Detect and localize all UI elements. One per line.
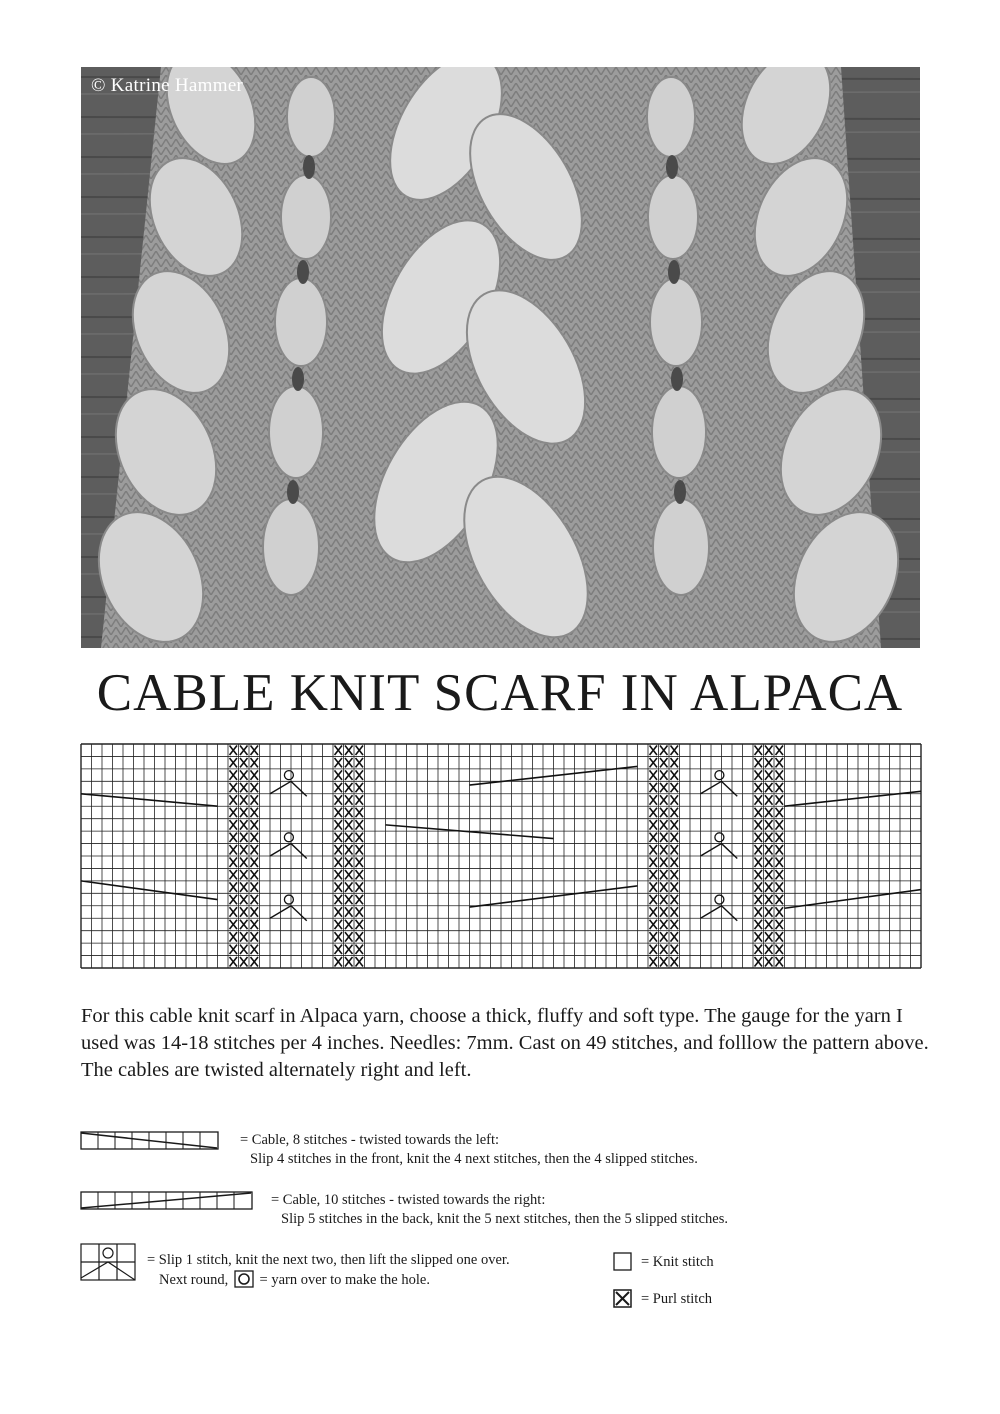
page-title: CABLE KNIT SCARF IN ALPACA [96, 664, 904, 722]
photo-credit: © Katrine Hammer [91, 75, 244, 96]
cable-8-line1: = Cable, 8 stitches - twisted towards the left: [240, 1132, 500, 1148]
purl-stitch-label: = Purl stitch [641, 1291, 713, 1307]
knitted-cable-photo [81, 67, 920, 648]
slip-stitch-line2 [147, 1270, 510, 1290]
slip-stitch-symbol [80, 1243, 136, 1281]
cable-10-line1: = Cable, 10 stitches - twisted towards the right: [271, 1192, 546, 1208]
cable-10-description [271, 1191, 728, 1229]
cable-line [81, 794, 218, 806]
yarn-over-mark [284, 895, 293, 904]
cable-8-line2: Slip 4 stitches in the front, knit the 4 next stitches, then the 4 slipped stitches. [250, 1151, 698, 1167]
cable-10-line2: Slip 5 stitches in the back, knit the 5 next stitches, then the 5 slipped stitches. [281, 1211, 729, 1227]
yarn-over-mark [715, 833, 724, 842]
yarn-over-icon [234, 1270, 254, 1288]
yarn-over-label: = yarn over to make the hole. [259, 1272, 430, 1288]
knit-stitch-label: = Knit stitch [641, 1254, 714, 1270]
intro-paragraph: For this cable knit scarf in Alpaca yarn, choose a thick, fluffy and soft type. The gauge for the yarn I used was 14-18 stitches per 4 inches. Needles: 7mm. Cast on 49 stitches, and folllow the pattern above. The cables are twisted alternately right and left. [81, 1005, 929, 1081]
cable-10-symbol [80, 1191, 255, 1211]
yarn-over-mark [715, 771, 724, 780]
purl-stitch-icon [613, 1289, 633, 1309]
yarn-over-mark [715, 895, 724, 904]
cable-8-symbol [80, 1131, 220, 1151]
slip-stitch-line1: = Slip 1 stitch, knit the next two, then lift the slipped one over. [147, 1252, 510, 1268]
yarn-over-mark [284, 771, 293, 780]
slip-stitch-next-round: Next round, [159, 1272, 229, 1288]
cable-8-description [240, 1131, 698, 1169]
slip-stitch-description [147, 1251, 510, 1290]
yarn-over-mark [284, 833, 293, 842]
knitting-chart [80, 743, 922, 969]
cable-line [81, 881, 218, 900]
knit-stitch-icon [613, 1252, 633, 1272]
cable-swatch-illustration [81, 67, 920, 648]
